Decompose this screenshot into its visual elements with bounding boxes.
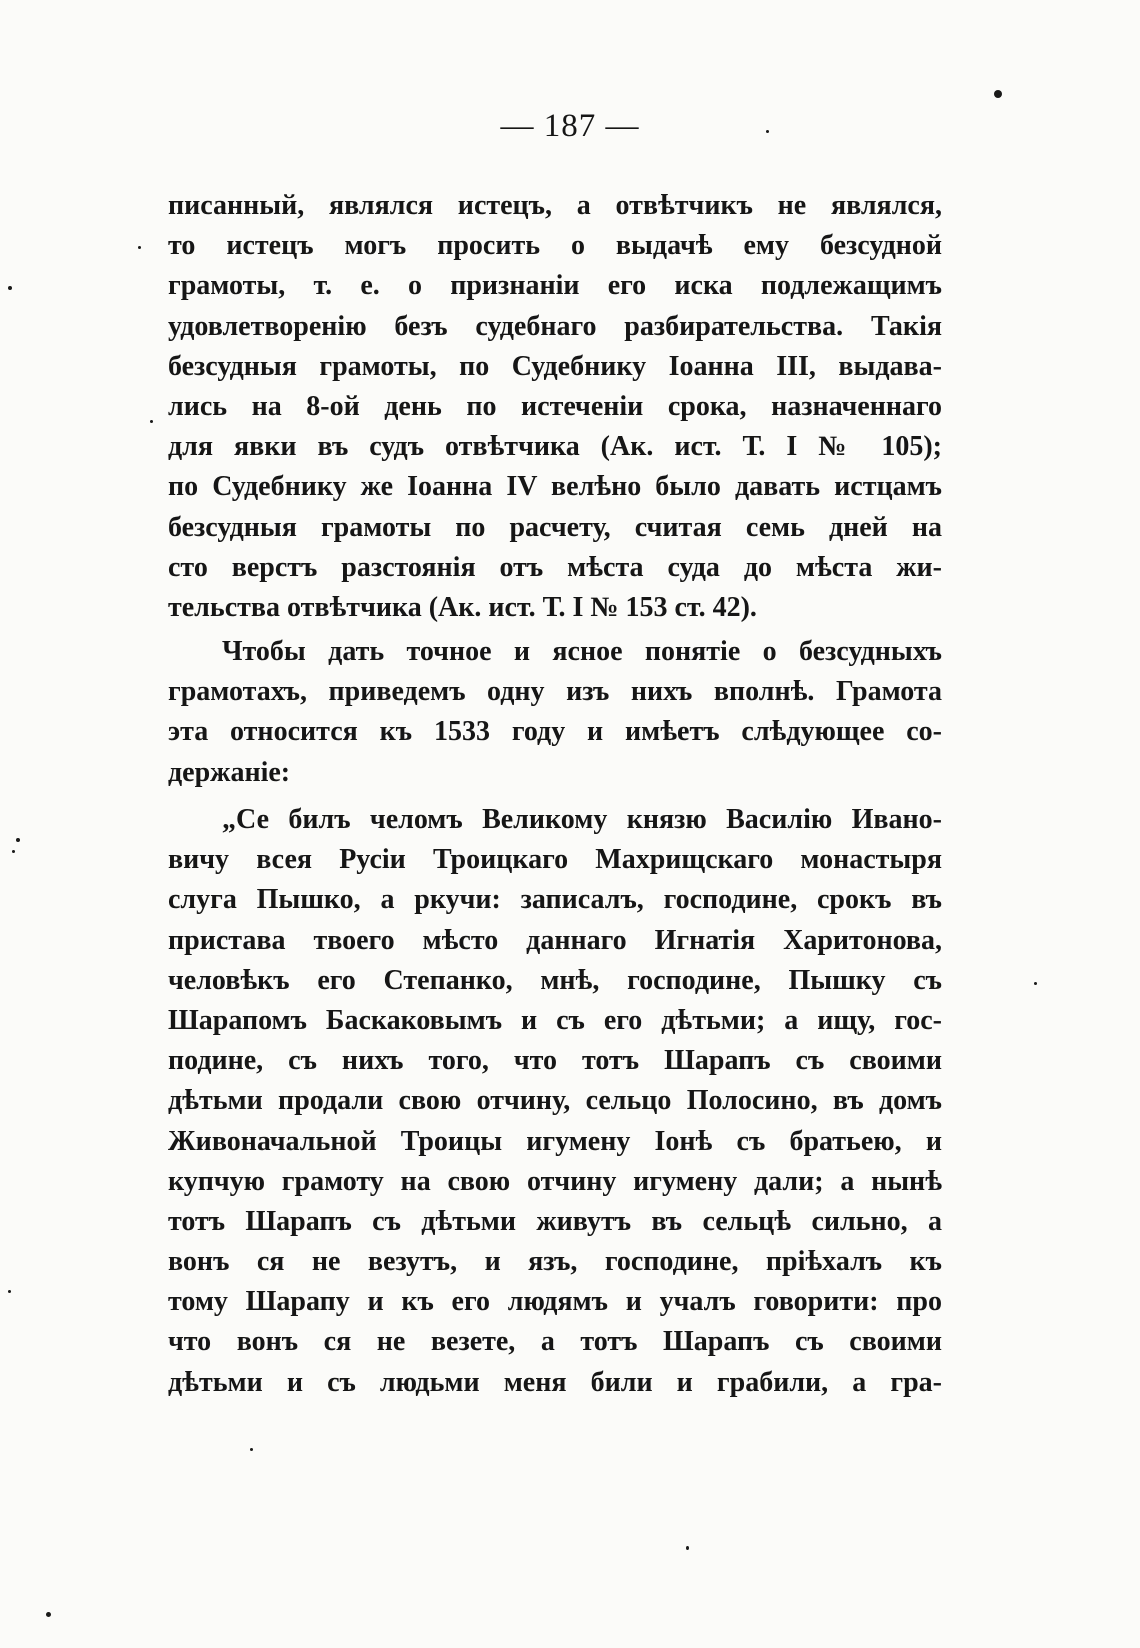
scan-speck xyxy=(8,286,12,290)
text-line: тому Шарапу и къ его людямъ и учалъ говорити: про xyxy=(168,1286,942,1318)
text-line: держаніе: xyxy=(168,756,291,788)
text-line: пристава твоего мѣсто даннаго Игнатія Харитонова, xyxy=(168,924,942,956)
scan-speck xyxy=(150,420,153,423)
paragraph-2 xyxy=(168,632,942,793)
text-line: вонъ ся не везутъ, и язъ, господине, пріѣхалъ къ xyxy=(168,1246,942,1278)
scan-speck xyxy=(8,1290,11,1293)
text-line: Шарапомъ Баскаковымъ и съ его дѣтьми; а ищу, гос- xyxy=(168,1004,942,1036)
text-line: для явки въ судъ отвѣтчика (Ак. ист. Т. І № 105); xyxy=(168,431,942,463)
text-line: тотъ Шарапъ съ дѣтьми живутъ въ сельцѣ сильно, а xyxy=(168,1205,942,1237)
scan-speck xyxy=(138,246,141,249)
text-line: купчую грамоту на свою отчину игумену дали; а нынѣ xyxy=(168,1165,942,1197)
text-line: эта относится къ 1533 году и имѣетъ слѣдующее со- xyxy=(168,716,942,748)
scan-speck xyxy=(766,130,769,133)
text-line: Чтобы дать точное и ясное понятіе о безсудныхъ xyxy=(222,636,942,667)
text-line: грамотахъ, приведемъ одну изъ нихъ вполнѣ. Грамота xyxy=(168,676,942,708)
text-line: слуга Пышко, а ркучи: записалъ, господине, срокъ въ xyxy=(168,884,942,916)
page-number: — 187 — xyxy=(500,108,640,144)
text-line: безсудныя грамоты, по Судебнику Іоанна III, выдава- xyxy=(168,350,942,382)
scan-speck xyxy=(12,850,15,853)
text-line: то истецъ могъ просить о выдачѣ ему безсудной xyxy=(168,230,942,262)
scan-speck xyxy=(46,1612,51,1617)
text-line: человѣкъ его Степанко, мнѣ, господине, Пышку съ xyxy=(168,964,942,996)
scan-speck xyxy=(16,838,20,842)
scan-speck xyxy=(1034,982,1037,985)
scan-speck xyxy=(250,1448,253,1451)
text-line: по Судебнику же Іоанна IV велѣно было давать истцамъ xyxy=(168,471,942,503)
text-line: дѣтьми продали свою отчину, сельцо Полосино, въ домъ xyxy=(168,1085,942,1117)
text-line: сто верстъ разстоянія отъ мѣста суда до мѣста жи- xyxy=(168,551,942,583)
scan-speck xyxy=(686,1546,689,1550)
text-line: тельства отвѣтчика (Ак. ист. Т. І № 153 ст. 42). xyxy=(168,591,757,623)
text-line: что вонъ ся не везете, а тотъ Шарапъ съ своими xyxy=(168,1326,942,1358)
text-line: удовлетворенію безъ судебнаго разбирательства. Такія xyxy=(168,310,942,342)
text-line: дѣтьми и съ людьми меня били и грабили, а гра- xyxy=(168,1366,942,1398)
text-line: писанный, являлся истецъ, а отвѣтчикъ не являлся, xyxy=(168,190,942,221)
text-line: вичу всея Русіи Троицкаго Махрищскаго монастыря xyxy=(168,844,942,876)
paragraph-1 xyxy=(168,186,942,628)
text-line: „Се билъ челомъ Великому князю Василію Ивано- xyxy=(222,804,942,835)
text-line: Живоначальной Троицы игумену Іонѣ съ братьею, и xyxy=(168,1125,942,1157)
text-line: безсудныя грамоты по расчету, считая семь дней на xyxy=(168,511,942,543)
text-line: лись на 8-ой день по истеченіи срока, назначеннаго xyxy=(168,390,942,422)
scan-speck xyxy=(994,90,1002,98)
text-line: подине, съ нихъ того, что тотъ Шарапъ съ своими xyxy=(168,1045,942,1077)
paragraph-3-quote xyxy=(168,800,942,1403)
text-line: грамоты, т. е. о признаніи его иска подлежащимъ xyxy=(168,270,942,302)
